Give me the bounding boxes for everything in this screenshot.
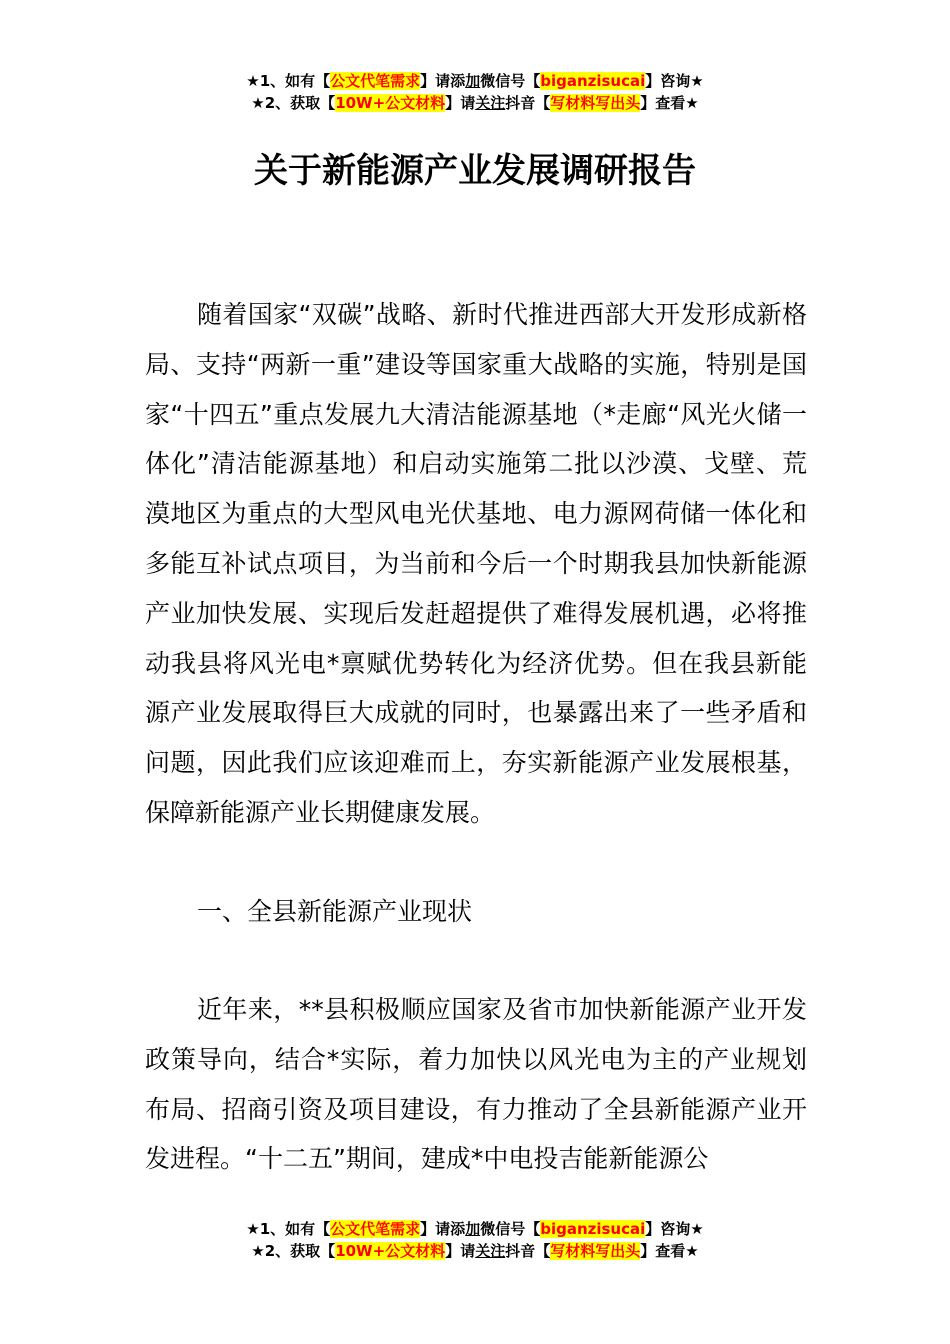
promo-highlight: 10W+公文材料 bbox=[335, 1242, 446, 1260]
promo-highlight: 公文代笔需求 bbox=[330, 72, 421, 90]
promo-text: 微信号【 bbox=[480, 72, 541, 90]
promo-text: 】咨询★ bbox=[645, 1220, 704, 1238]
promo-emphasis: 关注 bbox=[475, 1242, 506, 1260]
promo-highlight-wechat: biganzisucai bbox=[540, 1220, 646, 1238]
promo-line-2 bbox=[0, 92, 950, 114]
promo-text: 】请 bbox=[445, 94, 476, 112]
section-heading-1: 一、全县新能源产业现状 bbox=[197, 897, 473, 926]
promo-highlight-douyin: 写材料写出头 bbox=[550, 1242, 641, 1260]
promo-text: 抖音【 bbox=[505, 1242, 551, 1260]
body-paragraph-1: 随着国家“双碳”战略、新时代推进西部大开发形成新格局、支持“两新一重”建设等国家重大战略的实施，特别是国家“十四五”重点发展九大清洁能源基地（*走廊“风光火储一体化”清洁能源基地）和启动实施第二批以沙漠、戈壁、荒漠地区为重点的大型风电光伏基地、电力源网荷储一体化和多能互补试点项目，为当前和今后一个时期我县加快新能源产业加快发展、实现后发赶超提供了难得发展机遇，必将推动我县将风光电*禀赋优势转化为经济优势。但在我县新能源产业发展取得巨大成就的同时，也暴露出来了一些矛盾和问题，因此我们应该迎难而上，夯实新能源产业发展根基，保障新能源产业长期健康发展。 bbox=[145, 300, 807, 827]
promo-emphasis: 关注 bbox=[475, 94, 506, 112]
promo-text: ★1、如有【 bbox=[246, 1220, 331, 1238]
promo-highlight-douyin: 写材料写出头 bbox=[550, 94, 641, 112]
document-title: 关于新能源产业发展调研报告 bbox=[254, 151, 696, 191]
promo-banner-top bbox=[0, 70, 950, 114]
promo-text: 】咨询★ bbox=[645, 72, 704, 90]
promo-text: 抖音【 bbox=[505, 94, 551, 112]
promo-line-2 bbox=[0, 1240, 950, 1262]
promo-text: 】查看★ bbox=[640, 94, 699, 112]
promo-text: 】查看★ bbox=[640, 1242, 699, 1260]
promo-banner-bottom bbox=[0, 1218, 950, 1262]
promo-text: 】请添 bbox=[420, 1220, 466, 1238]
promo-text: ★2、获取【 bbox=[251, 94, 336, 112]
promo-text: 微信号【 bbox=[480, 1220, 541, 1238]
promo-text: ★2、获取【 bbox=[251, 1242, 336, 1260]
promo-emphasis: 加 bbox=[465, 1220, 481, 1238]
promo-highlight: 公文代笔需求 bbox=[330, 1220, 421, 1238]
promo-highlight-wechat: biganzisucai bbox=[540, 72, 646, 90]
body-paragraph-2: 近年来，**县积极顺应国家及省市加快新能源产业开发政策导向，结合*实际，着力加快以风光电为主的产业规划布局、招商引资及项目建设，有力推动了全县新能源产业开发进程。“十二五”期间，建成*中电投吉能新能源公 bbox=[145, 995, 807, 1174]
promo-text: 】请添 bbox=[420, 72, 466, 90]
promo-highlight: 10W+公文材料 bbox=[335, 94, 446, 112]
promo-line-1 bbox=[0, 1218, 950, 1240]
promo-line-1 bbox=[0, 70, 950, 92]
promo-text: ★1、如有【 bbox=[246, 72, 331, 90]
promo-text: 】请 bbox=[445, 1242, 476, 1260]
promo-emphasis: 加 bbox=[465, 72, 481, 90]
